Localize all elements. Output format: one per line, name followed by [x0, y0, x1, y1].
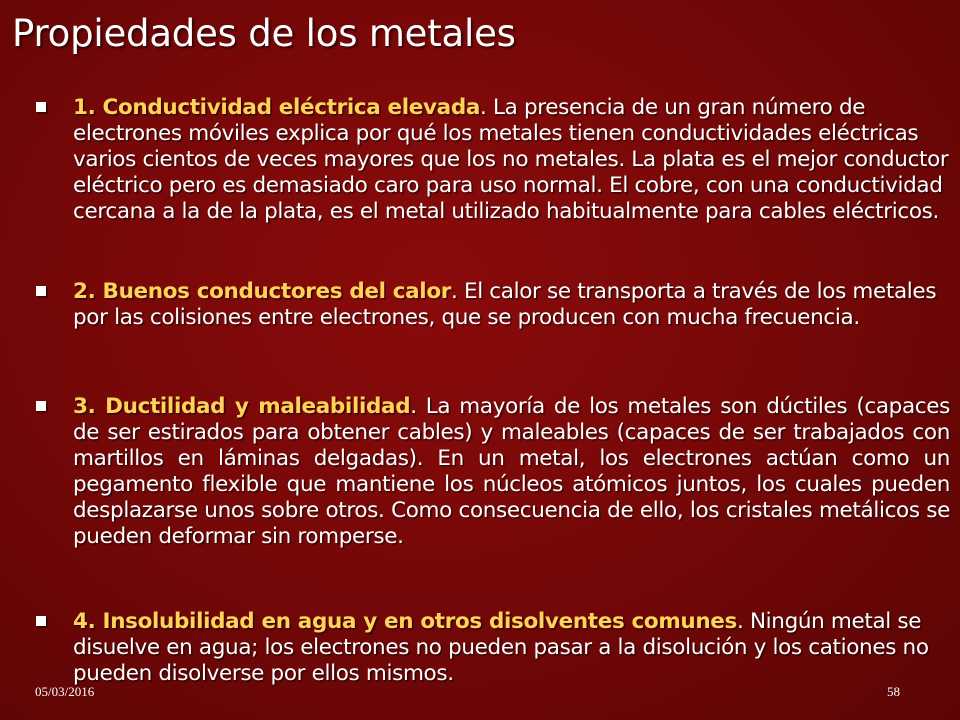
footer-page-number: 58 [887, 684, 900, 699]
bullet-text-1 [73, 95, 950, 225]
bullet-period-4: . [736, 609, 744, 634]
bullet-heading-4: 4. Insolubilidad en agua y en otros disolventes comunes [73, 609, 737, 634]
bullet-text-4 [73, 609, 950, 687]
slide-title: Propiedades de los metales [12, 12, 516, 55]
bullet-period-1: . [480, 95, 487, 120]
bullet-body-1: La presencia de un gran número de electrones móviles explica por qué los metales tienen conductividades eléctricas varios cientos de veces mayores que los no metales. La plata es el mejor conductor eléctrico pero es demasiado caro para uso normal. El cobre, con una conductividad cercana a la de la plata, es el metal utilizado habitualmente para cables eléctricos. [73, 95, 949, 224]
bullet-period-3: . [410, 394, 417, 419]
bullet-text-3 [73, 394, 950, 550]
square-bullet-icon [36, 286, 46, 296]
bullet-heading-1: 1. Conductividad eléctrica elevada [73, 95, 481, 120]
square-bullet-icon [36, 102, 46, 112]
square-bullet-icon [36, 616, 46, 626]
footer-date: 05/03/2016 [35, 684, 95, 699]
square-bullet-icon [36, 401, 46, 411]
bullet-period-2: . [451, 279, 458, 304]
bullet-body-3: La mayoría de los metales son dúctiles (capaces de ser estirados para obtener cables) y maleables (capaces de ser trabajados con martillos en láminas delgadas). En un metal, los electrones actúan como un pegamento flexible que mantiene los núcleos atómicos juntos, los cuales pueden desplazarse unos sobre otros. Como consecuencia de ello, los cristales metálicos se pueden deformar sin romperse. [73, 394, 950, 549]
bullet-heading-2: 2. Buenos conductores del calor [73, 279, 451, 304]
bullet-body-4: Ningún metal se disuelve en agua; los electrones no pueden pasar a la disolución y los cationes no pueden disolverse por ellos mismos. [73, 609, 929, 686]
bullet-body-2: El calor se transporta a través de los metales por las colisiones entre electrones, que se producen con mucha frecuencia. [73, 279, 937, 330]
bullet-text-2 [73, 279, 950, 331]
bullet-heading-3: 3. Ductilidad y maleabilidad [73, 394, 411, 419]
